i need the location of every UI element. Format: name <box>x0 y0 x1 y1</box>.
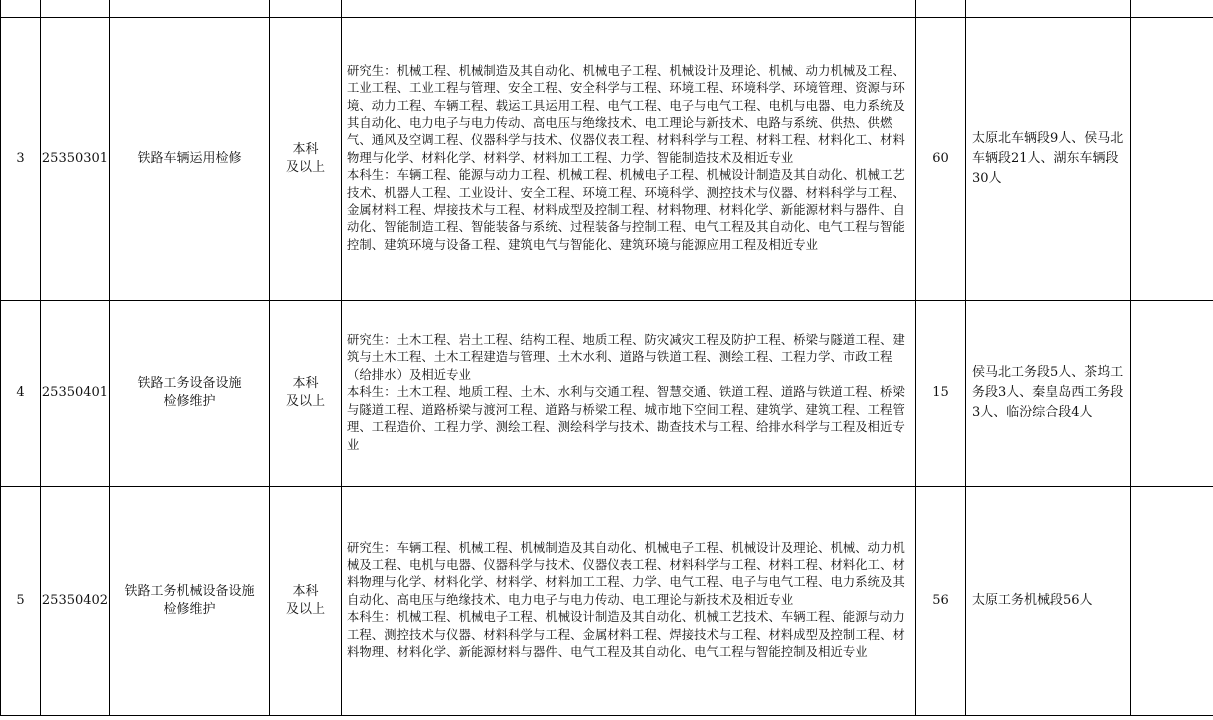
education-level <box>270 486 342 715</box>
education-line: 本科 <box>292 141 319 157</box>
graduate-majors: 研究生：车辆工程、机械工程、机械制造及其自动化、机械电子工程、机械设计及理论、机械、动力机械及工程、电机与电器、仪器科学与技术、仪器仪表工程、材料科学与工程、材料工程、材料化工、材料物理与化学、材料化学、材料学、材料加工工程、力学、电气工程、电子与电气工程、电力系统及其自动化、高电压与绝缘技术、电力电子与电力传动、电工理论与新技术及相近专业 <box>347 540 905 607</box>
row-index: 4 <box>1 300 41 486</box>
hire-count: 60 <box>916 17 966 300</box>
position-name-line: 铁路工务机械设备设施 <box>124 583 255 599</box>
undergrad-majors: 本科生：土木工程、地质工程、土木、水利与交通工程、智慧交通、铁道工程、道路与铁道工程、桥梁与隧道工程、道路桥梁与渡河工程、道路与桥梁工程、城市地下空间工程、建筑学、建筑工程、工程管理、工程造价、工程力学、测绘工程、测绘科学与技术、勘查技术与工程、给排水科学与工程及相近专业 <box>347 385 905 452</box>
undergrad-majors: 本科生：车辆工程、能源与动力工程、机械工程、机械电子工程、机械设计制造及其自动化、机械工艺技术、机器人工程、工业设计、安全工程、环境工程、环境科学、测控技术与仪器、材料科学与工程、金属材料工程、焊接技术与工程、材料成型及控制工程、材料物理、材料化学、新能源材料与器件、自动化、智能制造工程、智能装备与系统、过程装备与控制工程、电气工程及其自动化、电气工程与智能控制、建筑环境与设备工程、建筑电气与智能化、建筑环境与能源应用工程及相近专业 <box>347 168 905 252</box>
position-code: 25350301 <box>41 17 110 300</box>
hire-count: 56 <box>916 486 966 715</box>
row-index: 3 <box>1 17 41 300</box>
work-locations: 太原北车辆段9人、侯马北车辆段21人、湖东车辆段30人 <box>966 17 1131 300</box>
education-line: 及以上 <box>285 159 325 175</box>
position-code: 25350402 <box>41 486 110 715</box>
remarks <box>1131 300 1213 486</box>
education-line: 本科 <box>292 583 319 599</box>
major-requirements <box>342 17 916 300</box>
table-row <box>1 300 1213 486</box>
position-name-line: 检修维护 <box>163 394 216 409</box>
position-code: 25350401 <box>41 300 110 486</box>
major-requirements <box>342 486 916 715</box>
row-index: 5 <box>1 486 41 715</box>
position-name: 铁路车辆运用检修 <box>110 17 270 300</box>
education-level <box>270 17 342 300</box>
graduate-majors: 研究生：土木工程、岩土工程、结构工程、地质工程、防灾减灾工程及防护工程、桥梁与隧道工程、建筑与土木工程、土木工程建造与管理、土木水利、道路与铁道工程、测绘工程、工程力学、市政工程（给排水）及相近专业 <box>347 333 905 382</box>
work-locations: 太原工务机械段56人 <box>966 486 1131 715</box>
education-line: 本科 <box>292 376 319 391</box>
education-line: 及以上 <box>285 394 325 409</box>
table-row-edge <box>1 0 1213 17</box>
hire-count: 15 <box>916 300 966 486</box>
table-row <box>1 17 1213 300</box>
position-name-line: 铁路工务设备设施 <box>137 376 242 391</box>
table-row <box>1 486 1213 715</box>
graduate-majors: 研究生：机械工程、机械制造及其自动化、机械电子工程、机械设计及理论、机械、动力机械及工程、工业工程、工业工程与管理、安全工程、安全科学与工程、环境工程、环境科学、环境管理、资源与环境、动力工程、车辆工程、载运工具运用工程、电气工程、电子与电气工程、电机与电器、电力系统及其自动化、电力电子与电力传动、高电压与绝缘技术、电工理论与新技术、电路与系统、供热、供燃气、通风及空调工程、仪器科学与技术、仪器仪表工程、材料科学与工程、材料工程、材料化工、材料物理与化学、材料化学、材料学、材料加工工程、力学、智能制造技术及相近专业 <box>347 63 905 165</box>
remarks <box>1131 17 1213 300</box>
position-name <box>110 300 270 486</box>
work-locations: 侯马北工务段5人、茶坞工务段3人、秦皇岛西工务段3人、临汾综合段4人 <box>966 300 1131 486</box>
education-line: 及以上 <box>285 601 325 617</box>
education-level <box>270 300 342 486</box>
undergrad-majors: 本科生：机械工程、机械电子工程、机械设计制造及其自动化、机械工艺技术、车辆工程、能源与动力工程、测控技术与仪器、材料科学与工程、金属材料工程、焊接技术与工程、材料成型及控制工程、材料物理、材料化学、新能源材料与器件、电气工程及其自动化、电气工程与智能控制及相近专业 <box>347 610 905 660</box>
major-requirements <box>342 300 916 486</box>
position-name <box>110 486 270 715</box>
position-name-line: 检修维护 <box>163 601 216 617</box>
remarks <box>1131 486 1213 715</box>
